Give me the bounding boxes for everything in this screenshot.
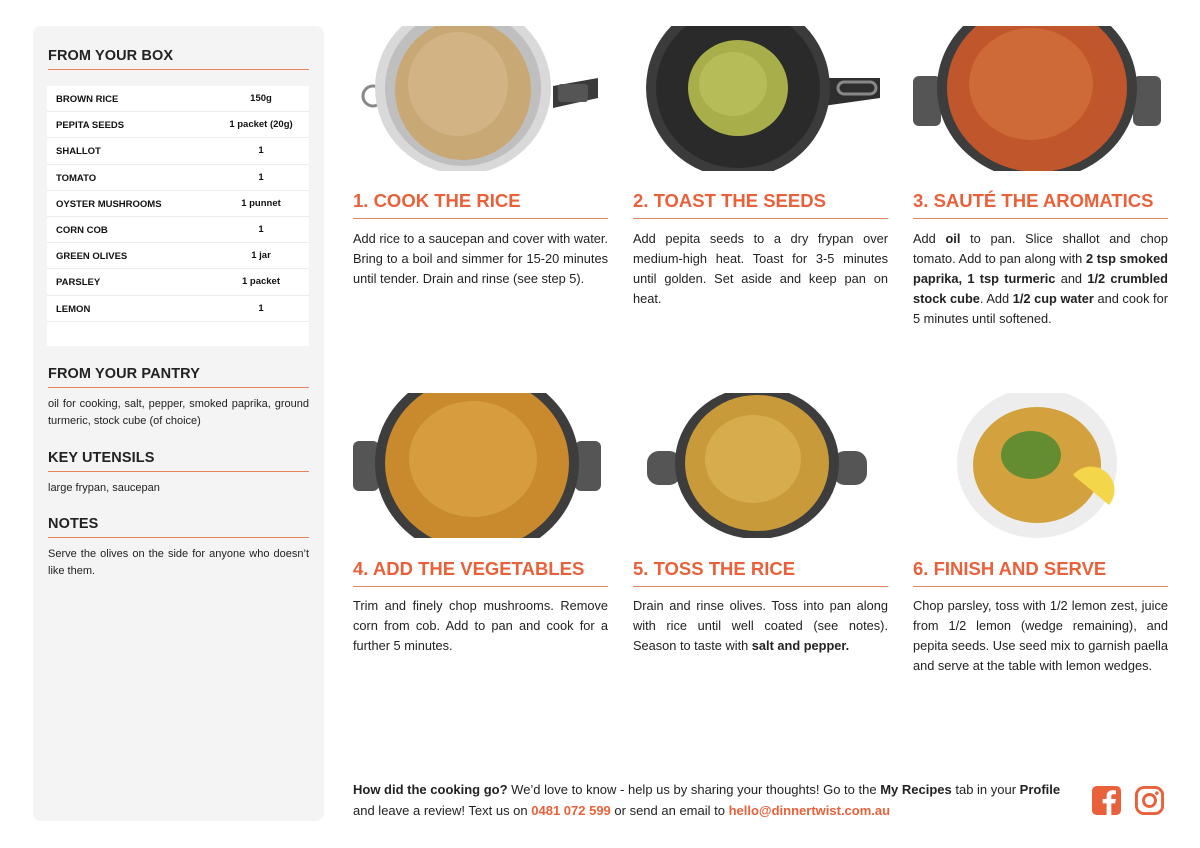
sidebar	[33, 26, 324, 821]
ingredient-row	[47, 112, 309, 138]
footer-text: How did the cooking go?	[353, 782, 508, 797]
facebook-icon[interactable]	[1091, 785, 1122, 816]
rice-highlight	[408, 32, 508, 136]
ingredient-row	[47, 296, 309, 322]
bold-ingredient-text: oil	[945, 231, 961, 246]
step-1-title: 1. COOK THE RICE	[353, 190, 608, 219]
step-2-body	[633, 229, 888, 309]
ingredient-quantity: 1	[258, 145, 264, 157]
ingredients-table	[47, 86, 309, 346]
step-5-title: 5. TOSS THE RICE	[633, 558, 888, 587]
contact-link[interactable]: hello@dinnertwist.com.au	[728, 803, 891, 818]
instruction-text: Trim and finely chop mushrooms. Remove corn from cob. Add to pan and cook for a further 5 minutes.	[353, 598, 608, 653]
step-2-image	[633, 26, 881, 171]
footer-text: tab in your	[951, 782, 1020, 797]
step-4-body	[353, 596, 608, 656]
contact-link[interactable]: 0481 072 599	[531, 803, 611, 818]
notes-heading: NOTES	[48, 516, 309, 538]
instruction-text: Drain and rinse olives. Toss into pan along with rice until well coated (see notes). Season to taste with	[633, 598, 888, 653]
ingredient-quantity: 1 punnet	[241, 197, 281, 209]
ingredient-row	[47, 243, 309, 269]
ingredient-row	[47, 165, 309, 191]
ingredient-name: SHALLOT	[56, 146, 101, 158]
ingredient-quantity: 1 jar	[251, 250, 271, 262]
footer-text: and leave a review! Text us on	[353, 803, 532, 818]
ingredient-row	[47, 138, 309, 164]
ingredient-row	[47, 269, 309, 295]
pepita-highlight	[699, 52, 767, 116]
ingredient-name: GREEN OLIVES	[56, 251, 128, 263]
feedback-footer	[353, 779, 1073, 821]
step-1-body	[353, 229, 608, 289]
parsley-garnish	[1001, 431, 1061, 479]
from-your-pantry-heading: FROM YOUR PANTRY	[48, 366, 309, 388]
instruction-text: Chop parsley, toss with 1/2 lemon zest, juice from 1/2 lemon (wedge remaining), and pepita seeds. Use seed mix to garnish paella and serve at the table with lemon wedges.	[913, 598, 1168, 673]
ingredient-quantity: 1	[258, 302, 264, 314]
ingredient-row	[47, 191, 309, 217]
footer-text: or send an email to	[610, 803, 729, 818]
instruction-text: Add rice to a saucepan and cover with water. Bring to a boil and simmer for 15-20 minutes until tender. Drain and rinse (see step 5).	[353, 231, 608, 286]
instruction-text: to pan. Slice shallot and chop tomato. Add to pan along with	[913, 231, 1168, 266]
paella-highlight	[705, 415, 801, 503]
ingredient-row	[47, 217, 309, 243]
step-5-image	[633, 393, 881, 538]
instruction-text: and cook for 5 minutes until softened.	[913, 291, 1168, 326]
step-4-title: 4. ADD THE VEGETABLES	[353, 558, 608, 587]
pan-handle-right	[1133, 76, 1161, 126]
ingredient-quantity: 1	[258, 171, 264, 183]
step-6-image	[913, 393, 1161, 538]
bold-ingredient-text: 1/2 crumbled stock cube	[913, 271, 1168, 306]
pan-handle-left	[913, 76, 941, 126]
handle-grip	[558, 84, 588, 102]
ingredient-name: BROWN RICE	[56, 94, 119, 105]
utensils-text: large frypan, saucepan	[48, 482, 160, 494]
pantry-text: oil for cooking, salt, pepper, smoked paprika, ground turmeric, stock cube (of choice)	[48, 398, 309, 427]
instruction-text: and	[1055, 271, 1088, 286]
footer-text: Profile	[1019, 782, 1061, 797]
step-3-image	[913, 26, 1161, 171]
notes-text: Serve the olives on the side for anyone who doesn’t like them.	[48, 548, 309, 577]
vegetable-highlight	[409, 401, 537, 517]
ingredient-quantity: 150g	[250, 93, 272, 104]
ingredient-name: PEPITA SEEDS	[56, 120, 125, 132]
step-6-title: 6. FINISH AND SERVE	[913, 558, 1168, 587]
from-your-box-heading: FROM YOUR BOX	[48, 48, 309, 70]
bold-ingredient-text: 2 tsp smoked paprika, 1 tsp turmeric	[913, 251, 1168, 286]
step-3-body	[913, 229, 1168, 329]
step-5-body	[633, 596, 888, 656]
footer-text: My Recipes	[880, 782, 952, 797]
instagram-icon[interactable]	[1134, 785, 1165, 816]
ingredient-name: LEMON	[56, 303, 91, 315]
step-3-title: 3. SAUTÉ THE AROMATICS	[913, 190, 1168, 219]
ingredient-quantity: 1 packet (20g)	[229, 119, 293, 131]
instruction-text: Add	[913, 231, 946, 246]
ingredient-quantity: 1 packet	[241, 276, 281, 288]
instruction-text: . Add	[979, 291, 1013, 306]
step-4-image	[353, 393, 601, 538]
key-utensils-heading: KEY UTENSILS	[48, 450, 309, 472]
instruction-text: Add pepita seeds to a dry frypan over medium-high heat. Toast for 3-5 minutes until golden. Set aside and keep pan on heat.	[633, 231, 888, 306]
footer-text: We’d love to know - help us by sharing your thoughts! Go to the	[507, 782, 881, 797]
ingredient-name: OYSTER MUSHROOMS	[56, 198, 162, 210]
aromatics-highlight	[969, 28, 1093, 140]
step-1-image	[353, 26, 601, 171]
step-6-body	[913, 596, 1168, 676]
ingredient-name: TOMATO	[56, 172, 97, 184]
step-2-title: 2. TOAST THE SEEDS	[633, 190, 888, 219]
bold-ingredient-text: 1/2 cup water	[1012, 291, 1094, 306]
ingredient-name: CORN COB	[56, 224, 108, 236]
ingredient-quantity: 1	[258, 223, 264, 235]
ingredient-name: PARSLEY	[56, 277, 101, 289]
ingredient-row	[47, 86, 309, 112]
bold-ingredient-text: salt and pepper.	[751, 638, 850, 653]
